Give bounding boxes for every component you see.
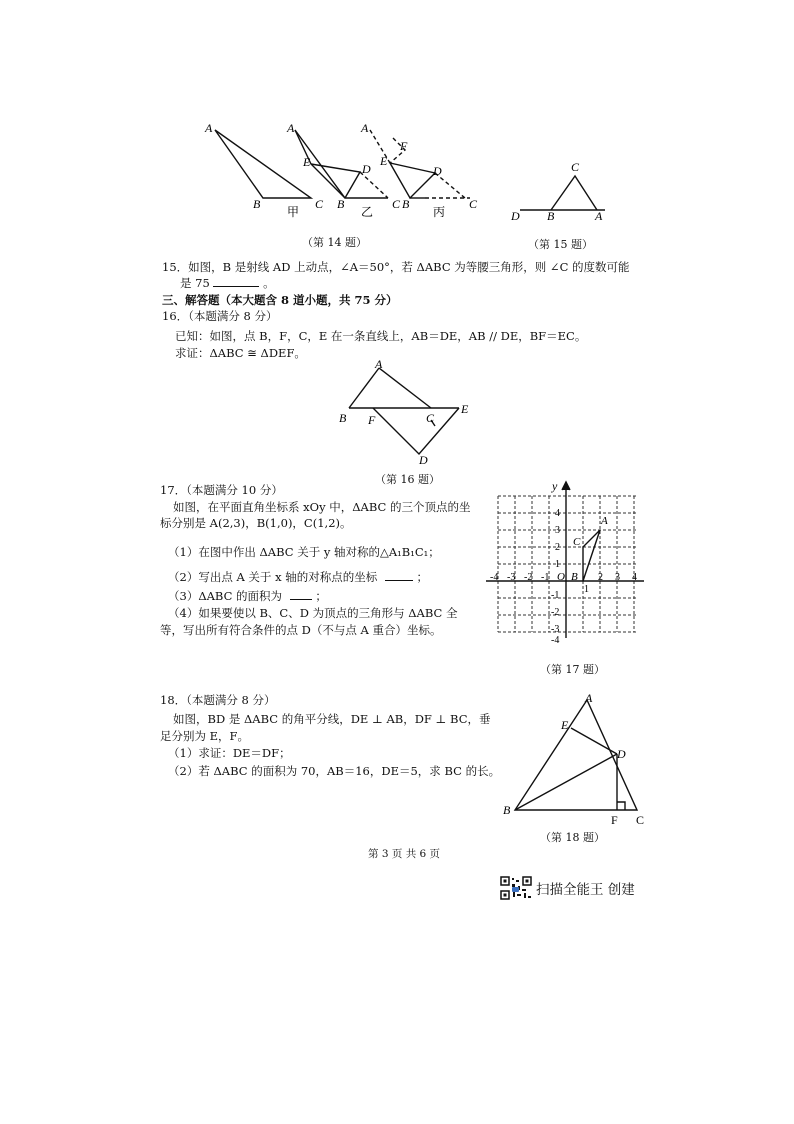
fig17-y-tick-1: 1	[555, 559, 560, 570]
fig17-label-B: B	[571, 571, 578, 583]
q17-part-3-end: ；	[315, 589, 327, 603]
fig17-y-tick-4: 4	[555, 508, 560, 519]
q17-intro-2: 标分别是 A(2,3)，B(1,0)，C(1,2)。	[160, 516, 352, 530]
q17-part-2-blank[interactable]	[385, 568, 413, 581]
fig15-label-D: D	[511, 209, 520, 223]
fig17-x-tick-3: 3	[615, 572, 620, 583]
fig17-x-tick-2: 2	[598, 572, 603, 583]
fig14-yi-label-D: D	[362, 162, 371, 176]
figure-18	[497, 688, 647, 826]
fig17-x-tick-n2: -2	[524, 572, 533, 583]
fig18-label-C: C	[636, 813, 645, 826]
q17-part-4a: （4）如果要使以 B、C、D 为顶点的三角形与 ΔABC 全	[168, 606, 458, 620]
q18-part-2: （2）若 ΔABC 的面积为 70，AB＝16，DE＝5，求 BC 的长。	[168, 764, 501, 778]
fig18-label-A: A	[585, 691, 593, 705]
q17-part-3	[168, 587, 327, 605]
q18-intro-1: 如图，BD 是 ΔABC 的角平分线，DE ⊥ AB，DF ⊥ BC，垂	[173, 712, 491, 726]
q16-heading: 16．（本题满分 8 分）	[162, 309, 278, 323]
fig16-label-F: F	[368, 413, 376, 427]
fig17-label-A: A	[601, 515, 608, 527]
q15-line2	[180, 274, 275, 292]
fig14-bing-label-C: C	[469, 197, 478, 211]
fig14-bing-label-F: F	[400, 139, 408, 153]
fig14-yi-label-A: A	[287, 121, 295, 135]
fig14-yi-name: 乙	[361, 205, 374, 219]
fig14-bing-label-D: D	[433, 164, 442, 178]
q17-part-2-end: ；	[416, 570, 429, 584]
fig18-label-B: B	[503, 803, 511, 817]
fig17-x-tick-n4: -4	[490, 572, 499, 583]
fig17-x-tick-n3: -3	[507, 572, 516, 583]
qr-code-icon	[500, 876, 532, 900]
figure-16	[335, 358, 480, 466]
q18-part-1: （1）求证：DE＝DF；	[168, 746, 291, 760]
fig16-label-C: C	[426, 411, 435, 425]
fig17-label-C: C	[573, 536, 581, 548]
fig14-yi-label-C: C	[392, 197, 401, 211]
fig14-yi-label-B: B	[337, 197, 345, 211]
q15-answer-blank[interactable]	[213, 274, 259, 287]
fig14-bing-name: 丙	[433, 205, 446, 219]
fig14-jia-label-B: B	[253, 197, 261, 211]
fig17-x-tick-n1: -1	[541, 572, 550, 583]
q18-heading: 18．（本题满分 8 分）	[160, 693, 276, 707]
fig14-bing-label-B: B	[402, 197, 410, 211]
q17-part-2-text: （2）写出点 A 关于 x 轴的对称点的坐标	[168, 570, 378, 584]
page-number: 第 3 页 共 6 页	[368, 848, 441, 860]
q15-line2-suffix: 。	[263, 276, 275, 290]
figure-14	[195, 118, 495, 223]
q17-intro-1: 如图，在平面直角坐标系 xOy 中，ΔABC 的三个顶点的坐	[173, 500, 471, 514]
fig14-caption: （第 14 题）	[302, 236, 367, 249]
fig14-jia	[215, 130, 311, 198]
fig14-jia-name: 甲	[287, 205, 300, 219]
q17-part-3-text: （3）ΔABC 的面积为	[168, 589, 283, 603]
fig16-label-A: A	[375, 358, 383, 371]
fig17-y-tick-2: 2	[555, 542, 560, 553]
fig14-bing-label-A: A	[361, 121, 369, 135]
q16-given: 已知：如图，点 B，F，C，E 在一条直线上，AB＝DE，AB // DE，BF＝EC。	[175, 329, 587, 343]
section-3-heading: 三、解答题（本大题含 8 道小题，共 75 分）	[162, 293, 398, 307]
fig14-jia-label-C: C	[315, 197, 324, 211]
q17-part-3-blank[interactable]	[290, 587, 312, 600]
fig16-label-B: B	[339, 411, 347, 425]
fig14-bing-label-E: E	[380, 154, 388, 168]
q17-part-4b: 等，写出所有符合条件的点 D（不与点 A 重合）坐标。	[160, 623, 442, 637]
fig17-y-tick-n1: -1	[551, 590, 560, 601]
q17-part-1: （1）在图中作出 ΔABC 关于 y 轴对称的△A₁B₁C₁；	[168, 545, 440, 559]
fig17-x-tick-1: 1	[584, 584, 589, 595]
fig15-label-B: B	[547, 209, 555, 223]
fig17-y-tick-3: 3	[555, 525, 560, 536]
figure-17-coordinate-grid	[480, 478, 650, 646]
fig17-x-tick-4: 4	[632, 572, 637, 583]
fig16-label-D: D	[419, 453, 428, 466]
fig16-label-E: E	[461, 402, 469, 416]
fig16-caption: （第 16 题）	[375, 473, 440, 486]
fig17-caption: （第 17 题）	[540, 663, 605, 676]
fig15-label-C: C	[571, 160, 580, 174]
q17-part-2	[168, 568, 428, 586]
q15-line1: 15．如图，B 是射线 AD 上动点，∠A＝50°，若 ΔABC 为等腰三角形，则 ∠C 的度数可能	[162, 260, 630, 274]
fig18-label-F: F	[611, 813, 618, 826]
q17-heading: 17．（本题满分 10 分）	[160, 483, 283, 497]
fig17-y-label: y	[552, 479, 558, 493]
fig18-caption: （第 18 题）	[540, 831, 605, 844]
watermark-text: 扫描全能王 创建	[536, 882, 635, 898]
fig17-origin: O	[557, 571, 565, 583]
fig15-label-A: A	[595, 209, 603, 223]
q18-intro-2: 足分别为 E，F。	[160, 729, 250, 743]
fig17-y-tick-n3: -3	[551, 624, 560, 635]
fig14-yi-label-E: E	[303, 155, 311, 169]
fig14-jia-label-A: A	[205, 121, 213, 135]
fig18-label-D: D	[617, 747, 626, 761]
fig17-y-tick-n2: -2	[551, 607, 560, 618]
fig17-y-tick-n4: -4	[551, 635, 560, 646]
q15-line2-prefix: 是 75	[180, 276, 210, 290]
q16-prove: 求证：ΔABC ≅ ΔDEF。	[175, 346, 306, 360]
fig18-label-E: E	[561, 718, 569, 732]
scanner-watermark	[500, 876, 635, 900]
figure-15	[505, 158, 615, 223]
fig15-caption: （第 15 题）	[528, 238, 593, 251]
